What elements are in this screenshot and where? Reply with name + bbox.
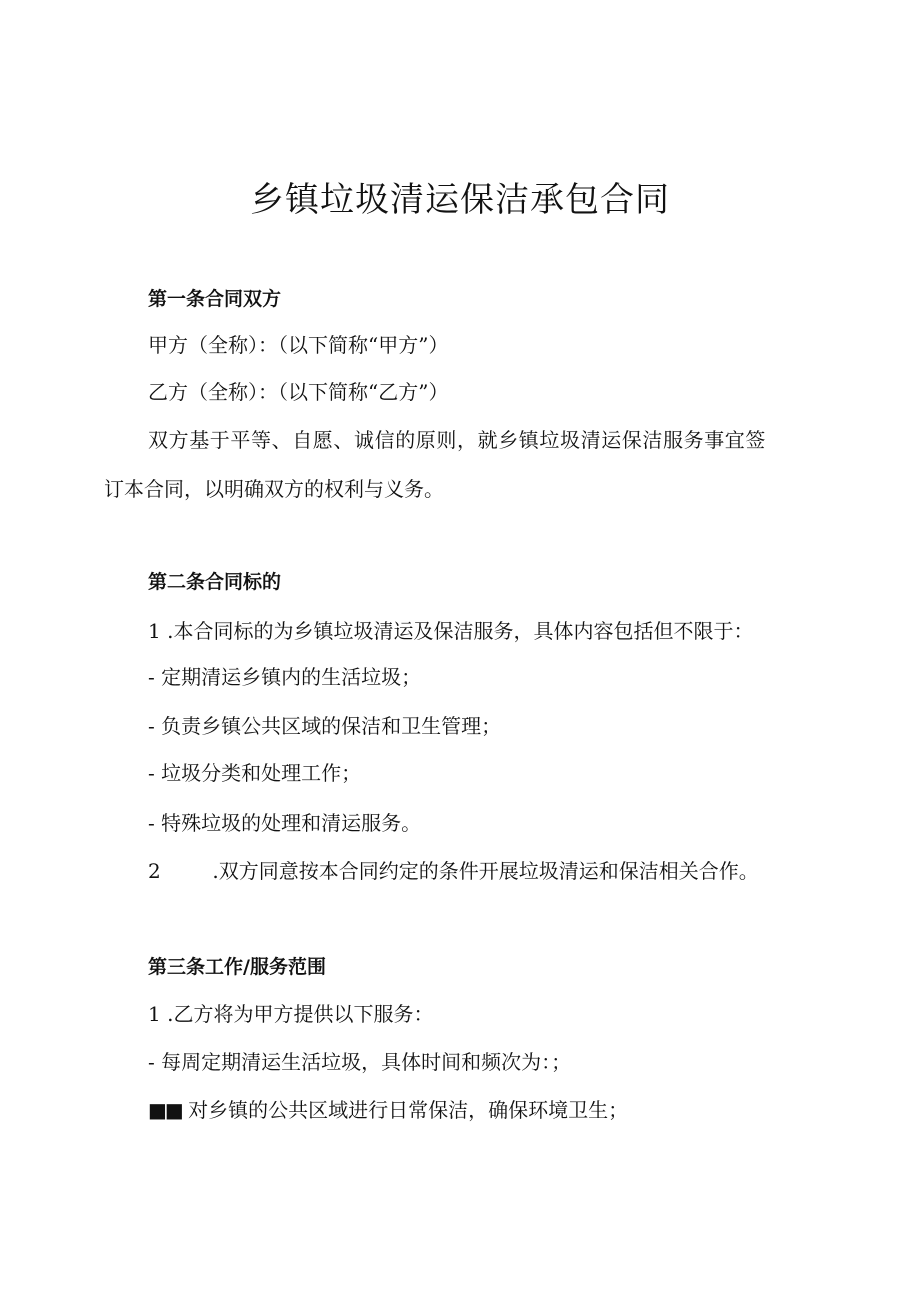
item-text: .本合同标的为乡镇垃圾清运及保洁服务，具体内容包括但不限于： bbox=[167, 619, 754, 643]
square-bullet-marks: ■■ bbox=[148, 1098, 182, 1122]
section-heading-parties: 第一条合同双方 bbox=[148, 288, 282, 310]
subject-bullet: - 负责乡镇公共区域的保洁和卫生管理； bbox=[148, 714, 502, 738]
intro-paragraph-line-2: 订本合同，以明确双方的权利与义务。 bbox=[104, 477, 444, 501]
subject-bullet: - 定期清运乡镇内的生活垃圾； bbox=[148, 665, 422, 689]
subject-bullet: - 垃圾分类和处理工作； bbox=[148, 761, 362, 785]
item-number: 2 bbox=[148, 859, 161, 883]
item-number: 1 bbox=[148, 1002, 161, 1026]
party-a-line: 甲方（全称）：（以下简称“甲方”） bbox=[148, 333, 449, 357]
item-text: .双方同意按本合同约定的条件开展垃圾清运和保洁相关合作。 bbox=[212, 859, 759, 883]
intro-paragraph-line-1: 双方基于平等、自愿、诚信的原则，就乡镇垃圾清运保洁服务事宜签 bbox=[148, 428, 766, 452]
subject-item-2 bbox=[148, 856, 759, 886]
item-text: .乙方将为甲方提供以下服务： bbox=[167, 1002, 434, 1026]
scope-item-1 bbox=[148, 999, 433, 1029]
item-number: 1 bbox=[148, 619, 161, 643]
party-b-line: 乙方（全称）：（以下简称“乙方”） bbox=[148, 380, 449, 404]
subject-bullet: - 特殊垃圾的处理和清运服务。 bbox=[148, 811, 422, 835]
document-title: 乡镇垃圾清运保洁承包合同 bbox=[250, 180, 670, 220]
section-heading-scope: 第三条工作/服务范围 bbox=[148, 956, 326, 978]
item-text: 对乡镇的公共区域进行日常保洁，确保环境卫生； bbox=[188, 1098, 629, 1122]
subject-item-1 bbox=[148, 616, 753, 646]
scope-bullet-2 bbox=[148, 1095, 628, 1125]
section-heading-subject: 第二条合同标的 bbox=[148, 571, 282, 593]
scope-bullet: - 每周定期清运生活垃圾，具体时间和频次为：； bbox=[148, 1050, 572, 1074]
